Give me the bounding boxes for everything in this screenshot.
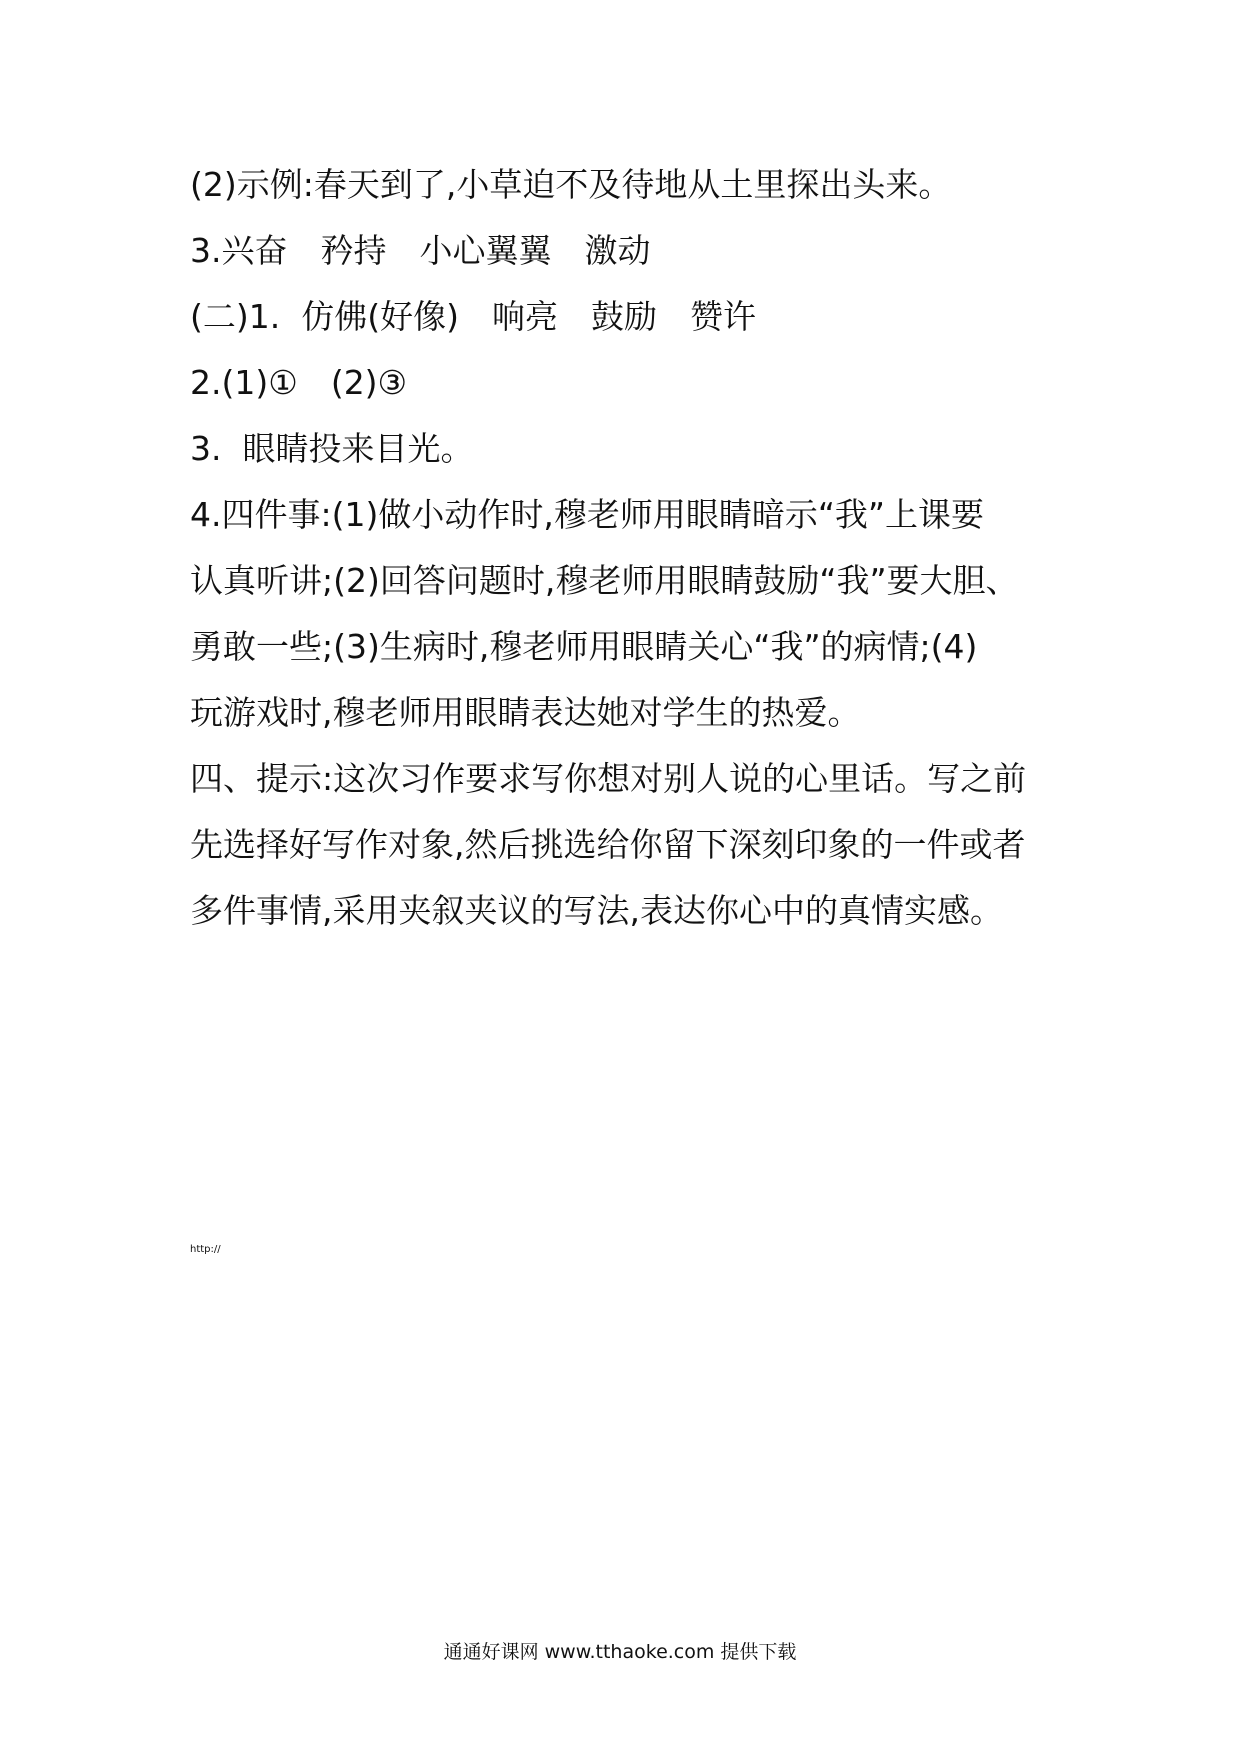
answer-line-10: 四、提示:这次习作要求写你想对别人说的心里话。写之前 xyxy=(190,759,1027,798)
answer-line-6: 4.四件事:(1)做小动作时,穆老师用眼睛暗示“我”上课要 xyxy=(190,495,985,534)
answer-line-11: 先选择好写作对象,然后挑选给你留下深刻印象的一件或者 xyxy=(190,825,1026,864)
answer-line-8: 勇敢一些;(3)生病时,穆老师用眼睛关心“我”的病情;(4) xyxy=(190,627,978,666)
answer-line-2: 3.兴奋 矜持 小心翼翼 激动 xyxy=(190,231,651,270)
url-label: http:// xyxy=(190,1244,221,1255)
answer-text-block xyxy=(190,152,1070,944)
answer-line-4: 2.(1)① (2)③ xyxy=(190,363,408,402)
answer-line-5: 3. 眼睛投来目光。 xyxy=(190,429,474,468)
answer-line-7: 认真听讲;(2)回答问题时,穆老师用眼睛鼓励“我”要大胆、 xyxy=(190,561,1019,600)
answer-line-9: 玩游戏时,穆老师用眼睛表达她对学生的热爱。 xyxy=(190,693,861,732)
answer-line-12: 多件事情,采用夹叙夹议的写法,表达你心中的真情实感。 xyxy=(190,891,1003,930)
answer-line-1: (2)示例:春天到了,小草迫不及待地从土里探出头来。 xyxy=(190,165,952,204)
footer-credit: 通通好课网 www.tthaoke.com 提供下载 xyxy=(443,1641,797,1663)
answer-line-3: (二)1. 仿佛(好像) 响亮 鼓励 赞许 xyxy=(190,297,756,336)
